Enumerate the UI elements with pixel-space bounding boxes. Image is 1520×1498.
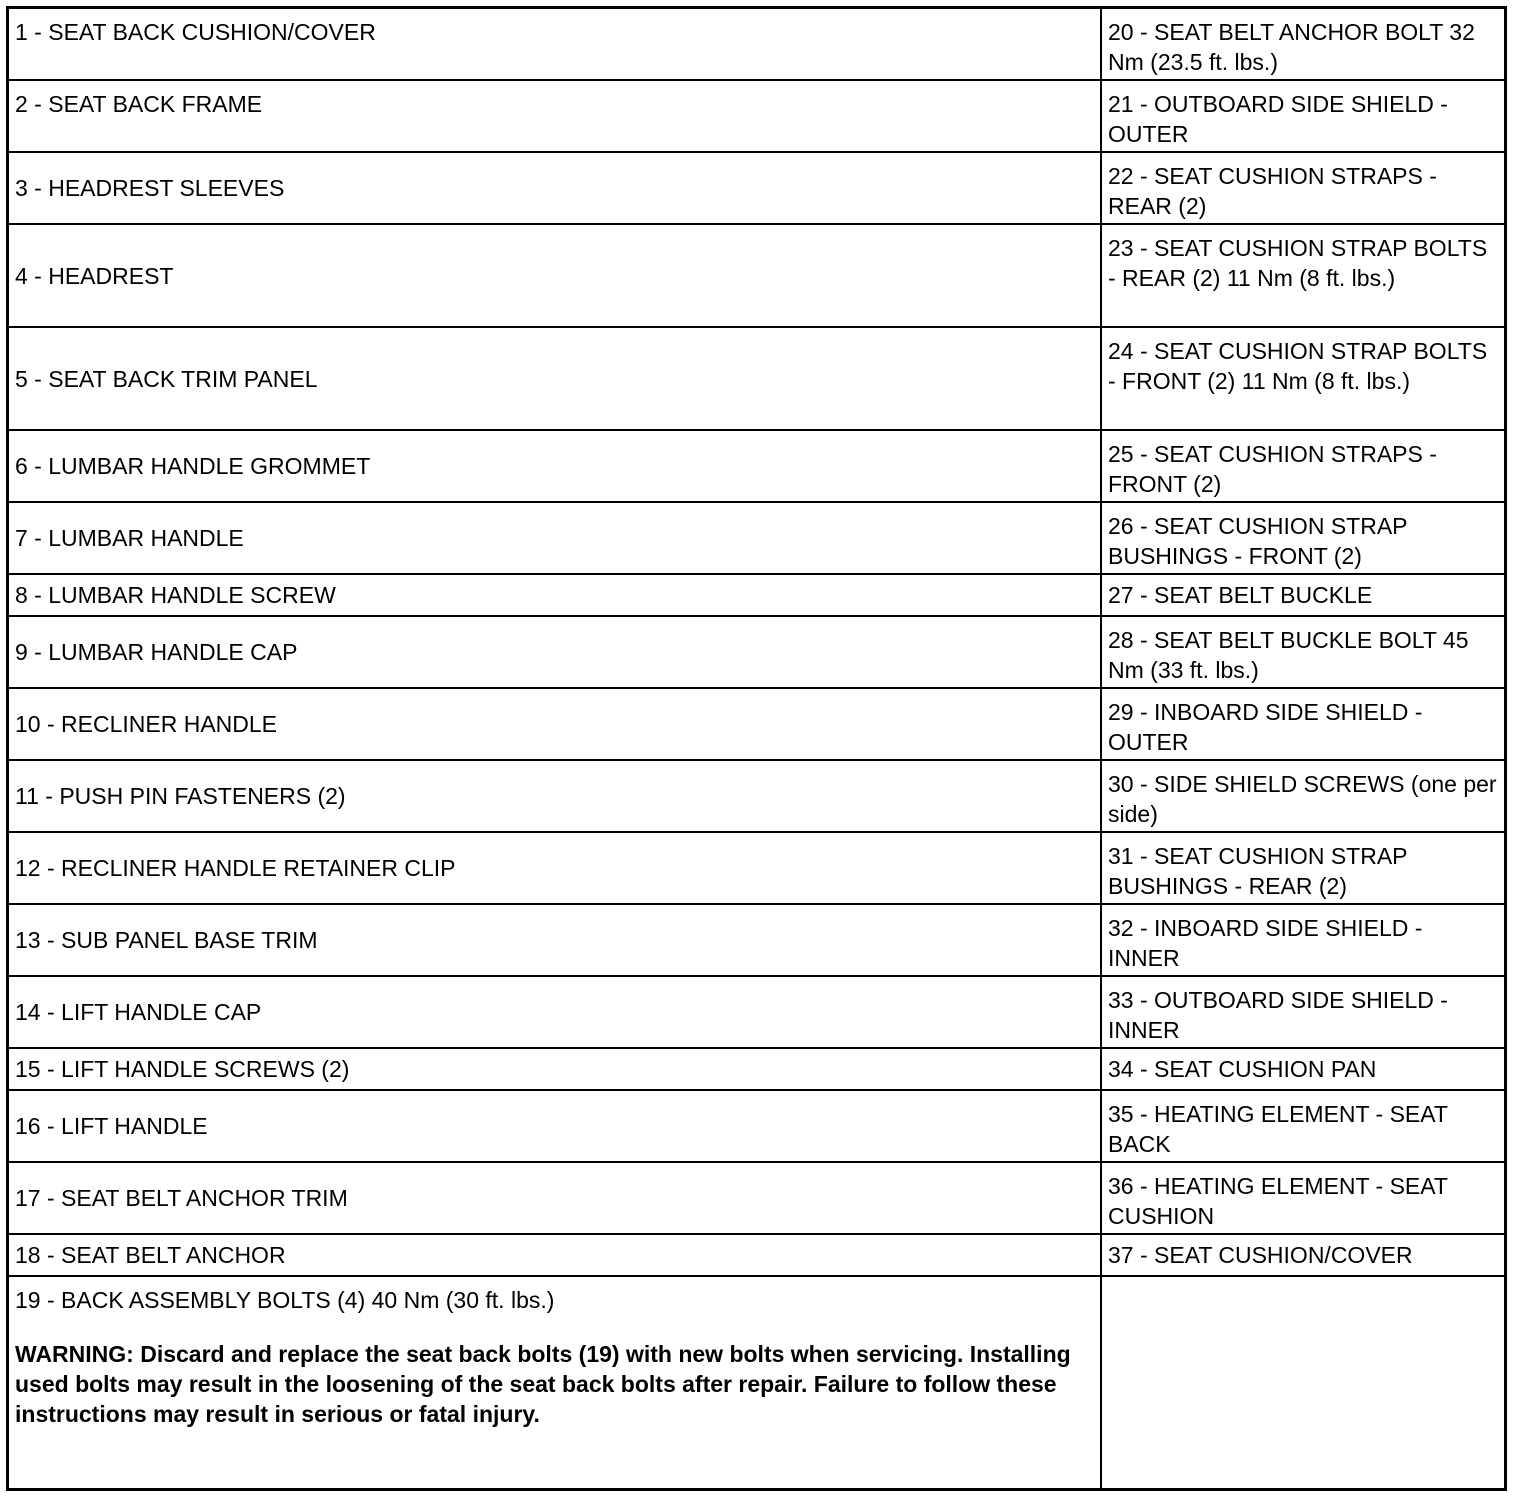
legend-item-22: 22 - SEAT CUSHION STRAPS - REAR (2) [1102,153,1504,225]
legend-item-31: 31 - SEAT CUSHION STRAP BUSHINGS - REAR (2) [1102,833,1504,905]
legend-item-25: 25 - SEAT CUSHION STRAPS - FRONT (2) [1102,431,1504,503]
legend-item-37: 37 - SEAT CUSHION/COVER [1102,1235,1504,1277]
empty-cell [1102,1277,1504,1488]
legend-item-4: 4 - HEADREST [9,225,1102,328]
legend-item-14: 14 - LIFT HANDLE CAP [9,977,1102,1049]
warning-text: WARNING: Discard and replace the seat back bolts (19) with new bolts when servicing. Installing used bolts may result in the loosening of the seat back bolts after repair. Failure to follow these instructions may result in serious or fatal injury. [15,1341,1071,1427]
legend-item-8: 8 - LUMBAR HANDLE SCREW [9,575,1102,617]
legend-item-26: 26 - SEAT CUSHION STRAP BUSHINGS - FRONT (2) [1102,503,1504,575]
legend-item-15: 15 - LIFT HANDLE SCREWS (2) [9,1049,1102,1091]
legend-item-20: 20 - SEAT BELT ANCHOR BOLT 32 Nm (23.5 ft. lbs.) [1102,9,1504,81]
legend-item-23: 23 - SEAT CUSHION STRAP BOLTS - REAR (2) 11 Nm (8 ft. lbs.) [1102,225,1504,328]
legend-item-35: 35 - HEATING ELEMENT - SEAT BACK [1102,1091,1504,1163]
legend-item-24: 24 - SEAT CUSHION STRAP BOLTS - FRONT (2) 11 Nm (8 ft. lbs.) [1102,328,1504,431]
legend-item-34: 34 - SEAT CUSHION PAN [1102,1049,1504,1091]
legend-item-9: 9 - LUMBAR HANDLE CAP [9,617,1102,689]
legend-item-3: 3 - HEADREST SLEEVES [9,153,1102,225]
legend-item-10: 10 - RECLINER HANDLE [9,689,1102,761]
legend-item-16: 16 - LIFT HANDLE [9,1091,1102,1163]
legend-item-2: 2 - SEAT BACK FRAME [9,81,1102,153]
legend-item-11: 11 - PUSH PIN FASTENERS (2) [9,761,1102,833]
legend-item-17: 17 - SEAT BELT ANCHOR TRIM [9,1163,1102,1235]
legend-item-30: 30 - SIDE SHIELD SCREWS (one per side) [1102,761,1504,833]
legend-item-1: 1 - SEAT BACK CUSHION/COVER [9,9,1102,81]
legend-item-12: 12 - RECLINER HANDLE RETAINER CLIP [9,833,1102,905]
legend-item-33: 33 - OUTBOARD SIDE SHIELD - INNER [1102,977,1504,1049]
legend-item-7: 7 - LUMBAR HANDLE [9,503,1102,575]
legend-item-28: 28 - SEAT BELT BUCKLE BOLT 45 Nm (33 ft. lbs.) [1102,617,1504,689]
legend-item-19: 19 - BACK ASSEMBLY BOLTS (4) 40 Nm (30 ft. lbs.) [15,1287,555,1313]
legend-item-32: 32 - INBOARD SIDE SHIELD - INNER [1102,905,1504,977]
legend-item-27: 27 - SEAT BELT BUCKLE [1102,575,1504,617]
legend-item-13: 13 - SUB PANEL BASE TRIM [9,905,1102,977]
legend-item-6: 6 - LUMBAR HANDLE GROMMET [9,431,1102,503]
legend-item-21: 21 - OUTBOARD SIDE SHIELD - OUTER [1102,81,1504,153]
legend-item-36: 36 - HEATING ELEMENT - SEAT CUSHION [1102,1163,1504,1235]
legend-item-29: 29 - INBOARD SIDE SHIELD - OUTER [1102,689,1504,761]
parts-legend-table [6,6,1507,1491]
legend-item-19-cell [9,1277,1102,1488]
legend-item-18: 18 - SEAT BELT ANCHOR [9,1235,1102,1277]
legend-item-5: 5 - SEAT BACK TRIM PANEL [9,328,1102,431]
